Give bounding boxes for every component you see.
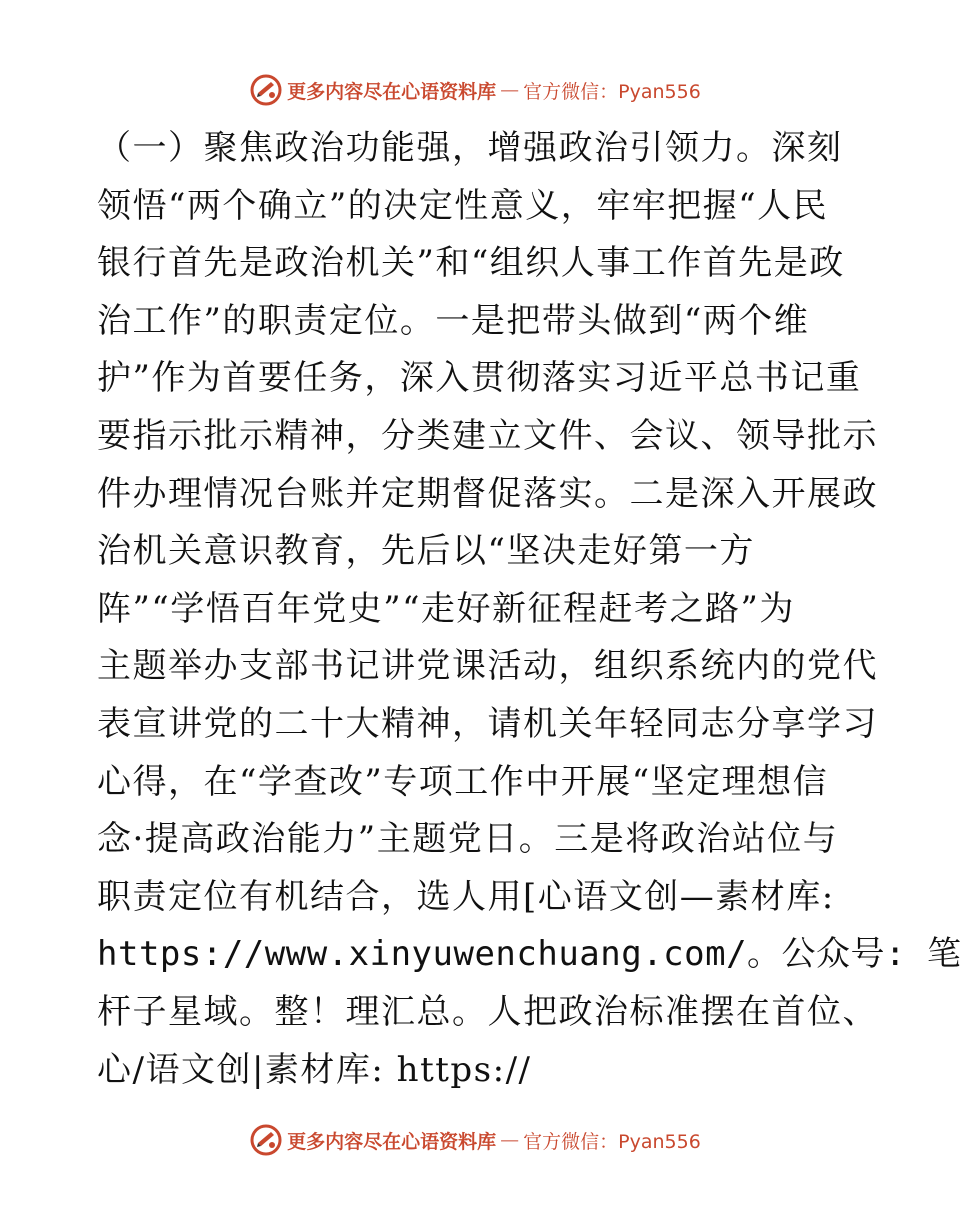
body-line: 职责定位有机结合，选人用[心语文创—素材库:	[97, 876, 835, 917]
brand-logo-icon	[249, 1123, 283, 1157]
body-line: 护”作为首要任务，深入贯彻落实习近平总书记重	[97, 358, 862, 399]
banner-brand-text: 更多内容尽在心语资料库	[287, 1130, 497, 1153]
body-line: 杆子星域。整！理汇总。人把政治标准摆在首位、	[97, 991, 878, 1032]
body-line: （一）聚焦政治功能强，增强政治引领力。深刻	[97, 128, 843, 168]
banner-wechat-text: 官方微信：Pyan556	[523, 80, 701, 103]
body-line: 念·提高政治能力”主题党日。三是将政治站位与	[97, 819, 839, 860]
body-line: 心/语文创|素材库: https://	[97, 1049, 532, 1090]
footer-banner	[0, 1120, 950, 1160]
banner-dash: —	[500, 1129, 520, 1151]
body-line: https://www.xinyuwenchuang.com/。公众号: 笔	[97, 934, 962, 975]
body-line: 银行首先是政治机关”和“组织人事工作首先是政	[97, 243, 845, 284]
header-banner	[0, 70, 950, 110]
body-line: 要指示批示精神，分类建立文件、会议、领导批示	[97, 415, 878, 456]
body-line: 表宣讲党的二十大精神，请机关年轻同志分享学习	[97, 703, 878, 744]
body-line: 领悟“两个确立”的决定性意义，牢牢把握“人民	[97, 185, 829, 226]
body-line: 主题举办支部书记讲党课活动，组织系统内的党代	[97, 646, 878, 687]
body-line: 件办理情况台账并定期督促落实。二是深入开展政	[97, 473, 878, 514]
body-line: 治工作”的职责定位。一是把带头做到“两个维	[97, 300, 810, 341]
body-line: 心得，在“学查改”专项工作中开展“坚定理想信	[97, 761, 829, 802]
body-line: 阵”“学悟百年党史”“走好新征程赶考之路”为	[97, 588, 795, 629]
banner-brand-text: 更多内容尽在心语资料库	[287, 80, 497, 103]
body-line: 治机关意识教育，先后以“坚决走好第一方	[97, 531, 755, 572]
document-body	[97, 120, 962, 1099]
brand-logo-icon	[249, 73, 283, 107]
banner-dash: —	[500, 79, 520, 101]
banner-wechat-text: 官方微信：Pyan556	[523, 1130, 701, 1153]
